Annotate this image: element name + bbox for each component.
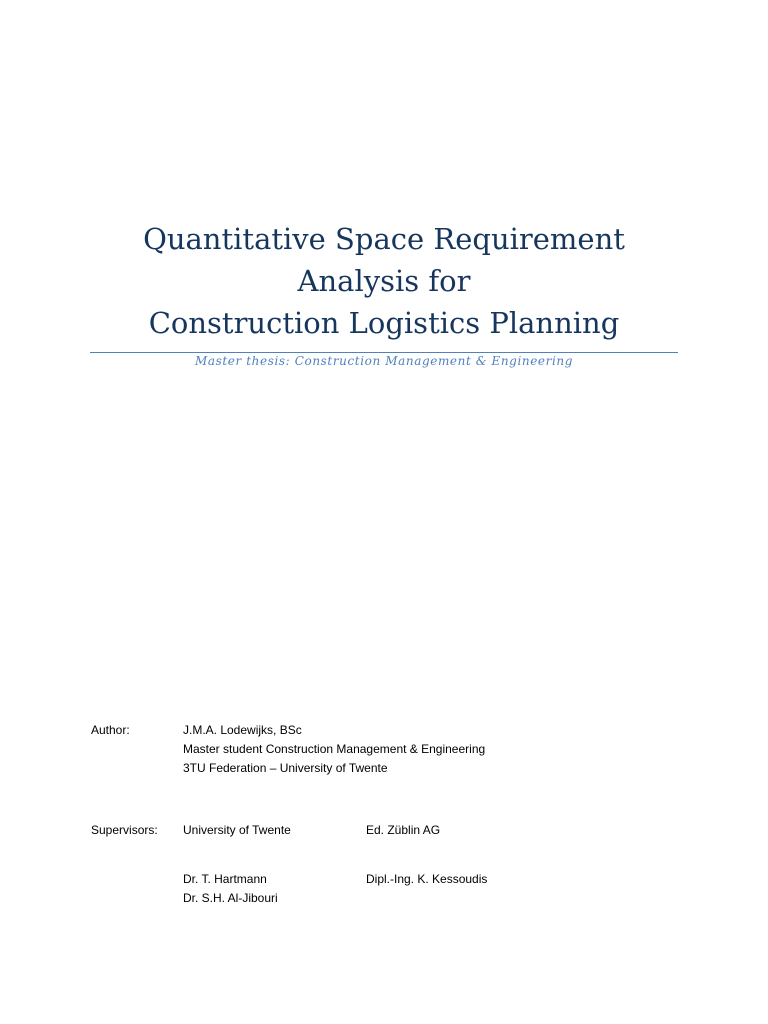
author-name: J.M.A. Lodewijks, BSc (183, 723, 302, 737)
title-line-3: Construction Logistics Planning (148, 306, 620, 340)
supervisors-label: Supervisors: (91, 823, 158, 837)
title-divider (90, 352, 678, 353)
supervisor-kessoudis: Dipl.-Ing. K. Kessoudis (366, 872, 488, 886)
title-line-1: Quantitative Space Requirement (143, 222, 625, 256)
author-affiliation: 3TU Federation – University of Twente (183, 761, 388, 775)
supervisor-al-jibouri: Dr. S.H. Al-Jibouri (183, 891, 278, 905)
thesis-subtitle: Master thesis: Construction Management & Engineering (194, 354, 574, 368)
author-label: Author: (91, 723, 130, 737)
title-line-2: Analysis for (297, 264, 471, 298)
author-role: Master student Construction Management & Engineering (183, 742, 486, 756)
supervisor-org-zueblin: Ed. Züblin AG (366, 823, 441, 837)
thesis-title (90, 218, 678, 344)
supervisor-org-twente: University of Twente (183, 823, 291, 837)
supervisor-hartmann: Dr. T. Hartmann (183, 872, 267, 886)
